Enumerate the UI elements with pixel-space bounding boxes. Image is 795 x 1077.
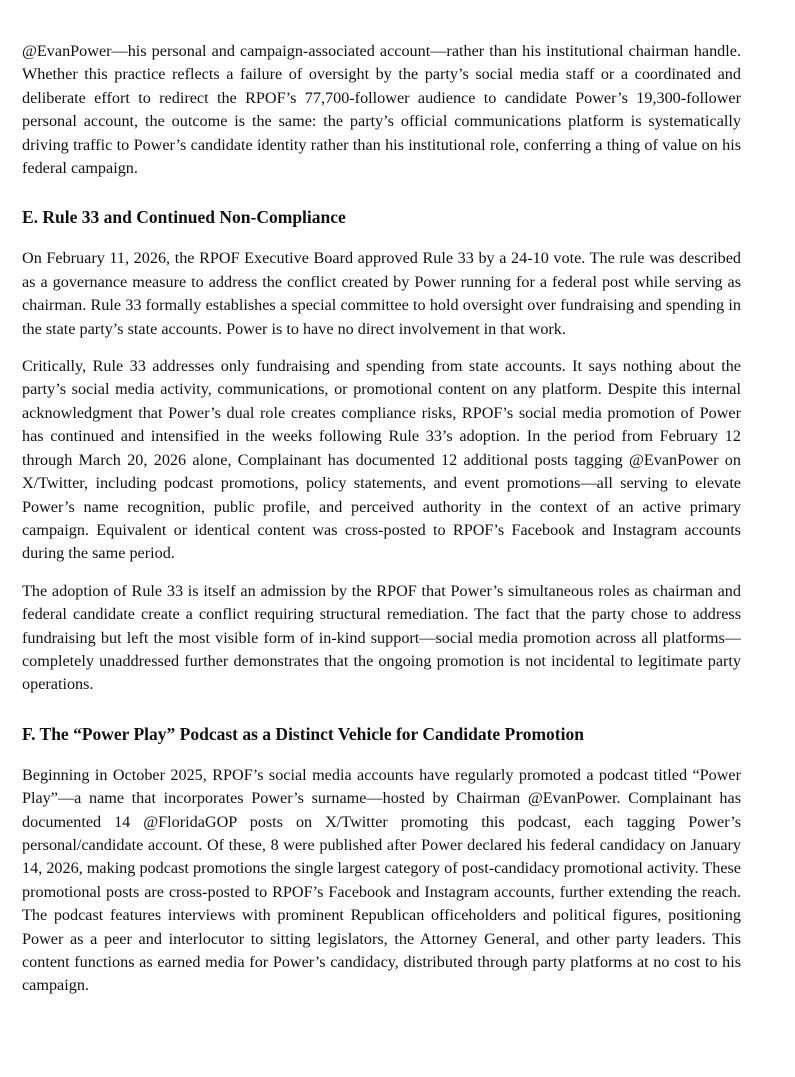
section-e-heading: E. Rule 33 and Continued Non-Compliance: [22, 207, 346, 228]
section-e-paragraph-3: The adoption of Rule 33 is itself an admission by the RPOF that Power’s simultaneous roles as chairman and federal candidate create a conflict requiring structural remediation. The fact that the party chose to address fundraising but left the most visible form of in-kind support—social media promotion across all platforms—completely unaddressed further demonstrates that the ongoing promotion is not incidental to legitimate party operations.: [22, 581, 741, 694]
section-f-paragraph-1: Beginning in October 2025, RPOF’s social media accounts have regularly promoted a podcast titled “Power Play”—a name that incorporates Power’s surname—hosted by Chairman @EvanPower. Complainant has documented 14 @FloridaGOP posts on X/Twitter promoting this podcast, each tagging Power’s personal/candidate account. Of these, 8 were published after Power declared his federal candidacy on January 14, 2026, making podcast promotions the single largest category of post-candidacy promotional activity. These promotional posts are cross-posted to RPOF’s Facebook and Instagram accounts, further extending the reach. The podcast features interviews with prominent Republican officeholders and political figures, positioning Power as a peer and interlocutor to sitting legislators, the Attorney General, and other party leaders. This content functions as earned media for Power’s candidacy, distributed through party platforms at no cost to his campaign.: [22, 765, 741, 995]
intro-paragraph: @EvanPower—his personal and campaign-associated account—rather than his institutional chairman handle. Whether this practice reflects a failure of oversight by the party’s social media staff or a coordinated and deliberate effort to redirect the RPOF’s 77,700-follower audience to candidate Power’s 19,300-follower personal account, the outcome is the same: the party’s official communications platform is systematically driving traffic to Power’s candidate identity rather than his institutional role, conferring a thing of value on his federal campaign.: [22, 42, 741, 178]
section-e-paragraph-1: On February 11, 2026, the RPOF Executive Board approved Rule 33 by a 24-10 vote. The rule was described as a governance measure to address the conflict created by Power running for a federal post while serving as chairman. Rule 33 formally establishes a special committee to hold oversight over fundraising and spending in the state party’s state accounts. Power is to have no direct involvement in that work.: [22, 249, 741, 338]
section-f-heading: F. The “Power Play” Podcast as a Distinct Vehicle for Candidate Promotion: [22, 723, 584, 744]
section-e-paragraph-2: Critically, Rule 33 addresses only fundraising and spending from state accounts. It says nothing about the party’s social media activity, communications, or promotional content on any platform. Despite this internal acknowledgment that Power’s dual role creates compliance risks, RPOF’s social media promotion of Power has continued and intensified in the weeks following Rule 33’s adoption. In the period from February 12 through March 20, 2026 alone, Complainant has documented 12 additional posts tagging @EvanPower on X/Twitter, including podcast promotions, policy statements, and event promotions—all serving to elevate Power’s name recognition, public profile, and perceived authority in the context of an active primary campaign. Equivalent or identical content was cross-posted to RPOF’s Facebook and Instagram accounts during the same period.: [22, 357, 741, 563]
